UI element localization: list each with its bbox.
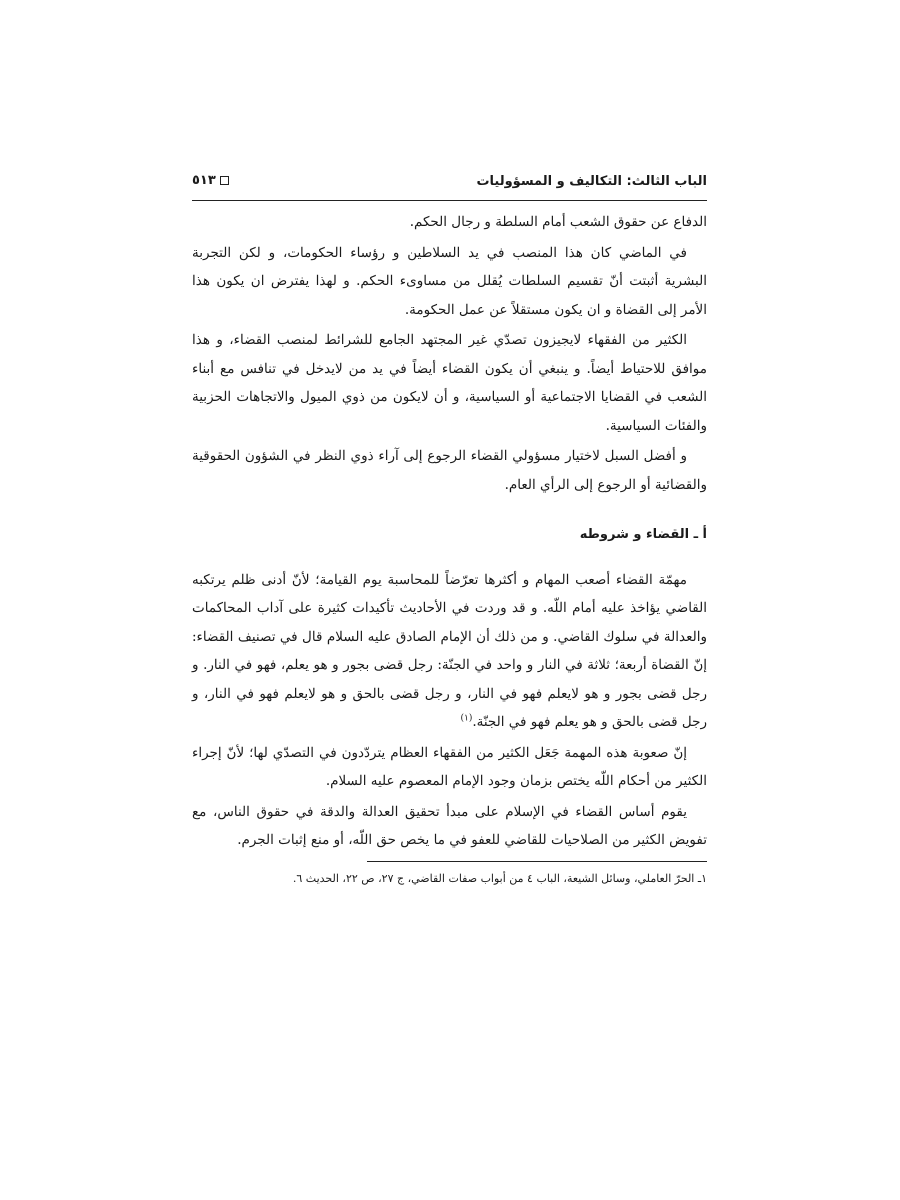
- paragraph: إنّ صعوبة هذه المهمة جَعَل الكثير من الفقهاء العظام يتردّدون في التصدّي لها؛ لأنّ إجراء الكثير من أحكام اللّه يختص بزمان وجود الإمام المعصوم عليه السلام.: [192, 744, 707, 789]
- book-page: [192, 160, 707, 888]
- square-bullet-icon: [220, 176, 229, 185]
- main-text: [192, 208, 707, 855]
- page-number-block: [192, 173, 229, 188]
- page-number: ٥١٣: [192, 173, 216, 188]
- paragraph: في الماضي كان هذا المنصب في يد السلاطين و رؤساء الحكومات، و لكن التجربة البشرية أثبتت أنّ تقسيم السلطات يُقلل من مساوىء الحكم. و لهذا يفترض ان يكون هذا الأمر إلى القضاة و ان يكون مستقلاً عن عمل الحكومة.: [192, 244, 707, 318]
- running-header: [192, 160, 707, 201]
- paragraph: و أفضل السبل لاختيار مسؤولي القضاء الرجوع إلى آراء ذوي النظر في الشؤون الحقوقية والقضائية أو الرجوع إلى الرأي العام.: [192, 448, 707, 493]
- paragraph: يقوم أساس القضاء في الإسلام على مبدأ تحقيق العدالة والدقة في حقوق الناس، مع تفويض الكثير من الصلاحيات للقاضي للعفو في ما يخص حق اللّه، أو منع إثبات الجرم.: [192, 803, 707, 848]
- section-heading: أ ـ القضاء و شروطه: [579, 527, 707, 542]
- footnote: ١ـ الحرّ العاملي، وسائل الشيعة، الباب ٤ من أبواب صفات القاضي، ج ٢٧، ص ٢٢، الحديث ٦.: [292, 871, 707, 885]
- footnote-separator: [367, 861, 707, 862]
- paragraph: [192, 566, 707, 737]
- paragraph: الكثير من الفقهاء لايجيزون تصدّي غير المجتهد الجامع للشرائط لمنصب القضاء، و هذا موافق للاحتياط أيضاً. و ينبغي أن يكون القضاء أيضاً في يد من لايدخل في تنافس مع أبناء الشعب في القضايا الاجتماعية أو السياسية، و أن لايكون من ذوي الميول والاتجاهات الحزبية والفئات السياسية.: [192, 332, 707, 434]
- paragraph-text: مهمّة القضاء أصعب المهام و أكثرها تعرّضاً للمحاسبة يوم القيامة؛ لأنّ أدنى ظلم يرتكبه القاضي يؤاخذ عليه أمام اللّه. و قد وردت في الأحاديث تأكيدات كثيرة على آداب المحاكمات والعدالة في سلوك القاضي. و من ذلك أن الإمام الصادق عليه السلام قال في تصنيف القضاء: إنّ القضاة أربعة؛ ثلاثة في النار و واحد في الجنّة: رجل قضى بجور و هو يعلم، فهو في النار. و رجل قضى بجور و هو لايعلم فهو في النار، و رجل قضى بالحق و هو لايعلم فهو في النار، و رجل قضى بالحق و هو يعلم فهو في الجنّة.: [192, 571, 707, 730]
- footnote-reference[interactable]: (١): [460, 713, 473, 724]
- running-title: الباب الثالث: التكاليف و المسؤوليات: [476, 174, 707, 189]
- paragraph: الدفاع عن حقوق الشعب أمام السلطة و رجال الحكم.: [409, 214, 707, 230]
